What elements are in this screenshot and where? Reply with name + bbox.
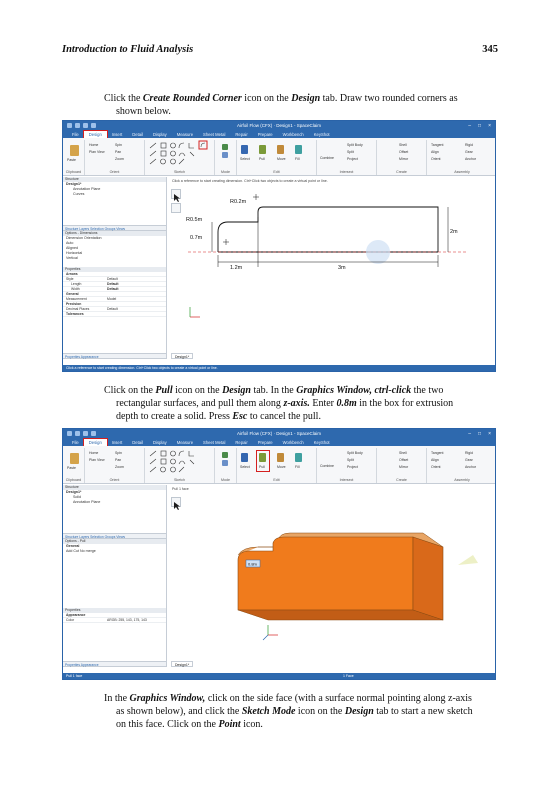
window-controls[interactable]: – □ × xyxy=(468,122,491,129)
menu-bar-2: File Design Insert Detail Display Measure Sheet Metal Repair Prepare Workbench KeyShot xyxy=(63,438,495,446)
status-bar: Click a reference to start creating dimension. Ctrl+Click two objects to create a virtual point or line. xyxy=(63,365,495,372)
menu-file[interactable]: File xyxy=(72,132,79,137)
panel-tabs[interactable]: Structure Layers Selection Groups Views xyxy=(63,225,166,231)
instruction-paragraph-1: Click the Create Rounded Corner icon on the Design tab. Draw two rounded corners as shown below. xyxy=(104,93,458,117)
dim-r02: R0.2m xyxy=(230,199,247,205)
axis-triad-icon-2 xyxy=(263,625,278,640)
option-auto[interactable]: Auto xyxy=(66,241,74,245)
screenshot-rounded-corner xyxy=(62,120,496,372)
pull-arrow-icon xyxy=(458,555,478,565)
menu-keyshot[interactable]: KeyShot xyxy=(313,132,330,137)
sketch-tools-icons-2[interactable] xyxy=(145,448,215,478)
running-head xyxy=(62,44,498,60)
dim-12m: 1.2m xyxy=(230,265,243,271)
axis-triad-icon xyxy=(190,307,200,317)
sketch-tools-icons[interactable] xyxy=(145,140,215,170)
menu-workbench[interactable]: Workbench xyxy=(282,132,304,137)
tree-annotation-plane-2[interactable]: Annotation Plane xyxy=(73,500,101,504)
menu-detail[interactable]: Detail xyxy=(132,132,143,137)
menu-insert[interactable]: Insert xyxy=(111,132,123,137)
tree-root[interactable]: Design1* xyxy=(66,182,82,186)
option-vertical[interactable]: Vertical xyxy=(66,256,78,260)
structure-panel-2: Structure Design1* Solid Annotation Plane Structure Layers Selection Groups Views Options - Pull General Add Cut No merge Properties Appearance Color ARGB: 255, 143, 175, 143 Properties Appearance xyxy=(63,485,167,667)
dim-07m: 0.7m xyxy=(190,235,203,241)
menu-prepare[interactable]: Prepare xyxy=(257,132,273,137)
ribbon-2: Paste Clipboard Home Spin Plan View Pan Zoom Orient Sketch Mode Select Pull Move Fill Edit Combine Split Body Split Project Intersect Shell Offset Mirror Create Tangent Align Orient Rigid Gear Anchor Assembly xyxy=(63,446,495,484)
svg-text:0.8m: 0.8m xyxy=(248,561,257,567)
screenshot-pull xyxy=(62,428,496,680)
menu-repair[interactable]: Repair xyxy=(235,132,248,137)
pull-button[interactable]: Pull xyxy=(259,465,265,469)
bottom-tabs[interactable]: Properties Appearance xyxy=(63,353,166,359)
menu-measure[interactable]: Measure xyxy=(176,132,194,137)
structure-panel: Structure Design1* Annotation Plane Curves Structure Layers Selection Groups Views Options - Dimensions Dimension Orientation Auto Aligned Horizontal Vertical Properties Arrows Style Default Length Default Width Default General Measurement Model Precision Decimal Places Default Tolerances Properties Appearance xyxy=(63,177,167,359)
app-title: Airfoil Flow (CFX) · Design1 - SpaceClaim xyxy=(236,123,322,128)
instruction-paragraph-3: In the Graphics Window, click on the side face (with a surface normal pointing along z-axis as shown below), and click the Sketch Mode icon on the Design tab to start a new sketch on this face. Click on the Point icon. xyxy=(104,693,473,730)
menu-display[interactable]: Display xyxy=(153,132,167,137)
dim-3m: 3m xyxy=(338,265,346,271)
option-horizontal[interactable]: Horizontal xyxy=(66,251,83,255)
dim-2m: 2m xyxy=(450,229,458,235)
graphics-window-2[interactable]: Pull 1 face 0.8m Design1* xyxy=(168,485,495,667)
sketch-drawing xyxy=(168,177,496,359)
tree-solid[interactable]: Solid xyxy=(73,495,81,499)
tree-curves[interactable]: Curves xyxy=(73,192,85,196)
option-aligned[interactable]: Aligned xyxy=(66,246,78,250)
dim-r05: R0.5m xyxy=(186,217,203,223)
tree-root-2[interactable]: Design1* xyxy=(66,490,82,494)
instruction-paragraph-2: Click on the Pull icon on the Design tab. In the Graphics Window, ctrl-click the two rectangular surfaces, and pull them along z-axis. Enter 0.8m in the box for extrusion depth to create a solid. Press Esc to cancel the pull. xyxy=(104,385,454,422)
app-titlebar xyxy=(63,121,495,130)
menu-sheet-metal[interactable]: Sheet Metal xyxy=(203,132,226,137)
ribbon: Paste Clipboard Home Spin Plan View Pan Zoom Orient Sketch Mode Select Pull Move Fill Edit Combine Split Body Split Project Intersect Shell Offset Mirror Create Tangent Align Orient Rigid Gear Anchor Assembly xyxy=(63,138,495,176)
doc-tab[interactable]: Design1* xyxy=(171,353,193,359)
tree-annotation-plane[interactable]: Annotation Plane xyxy=(73,187,101,191)
hint-text: Click a reference to start creating dimension. Ctrl+Click two objects to create a virtual point or line. xyxy=(172,179,328,183)
graphics-window[interactable] xyxy=(168,177,495,359)
menu-design[interactable]: Design xyxy=(84,131,107,138)
app-titlebar-2: Airfoil Flow (CFX) · Design1 - SpaceClaim – □ × xyxy=(63,429,495,438)
page-number: 345 xyxy=(482,44,498,55)
status-bar-2: Pull 1 face 1 Face xyxy=(63,673,495,680)
solid-model xyxy=(168,485,496,667)
pull-options[interactable]: Add Cut No merge xyxy=(66,549,96,553)
menu-bar xyxy=(63,130,495,138)
book-title: Introduction to Fluid Analysis xyxy=(62,44,194,55)
